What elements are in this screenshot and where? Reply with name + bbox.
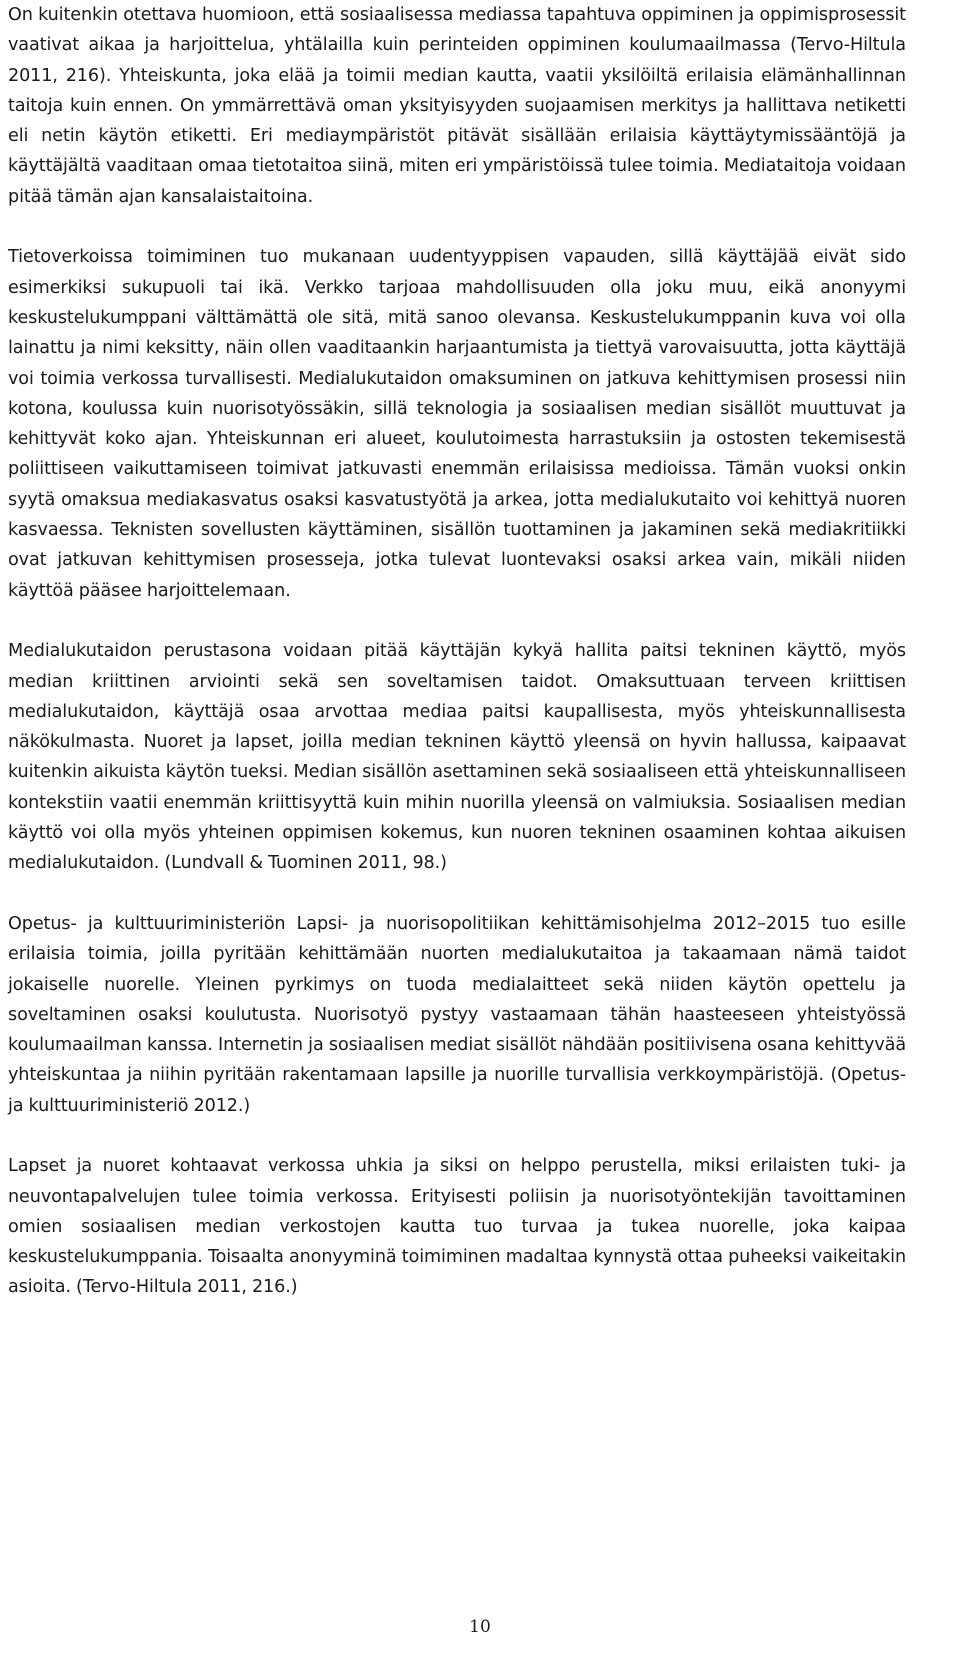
page-number: 10 [469,1617,491,1637]
paragraph-ministry-program: Opetus- ja kulttuuriministeriön Lapsi- ja nuorisopolitiikan kehittämisohjelma 2012–2015 tuo esille erilaisia toimia, joilla pyritään kehittämään nuorten medialukutaitoa ja takaamaan nämä taidot jokaiselle nuorelle. Yleinen pyrkimys on tuoda medialaitteet sekä niiden käytön opettelu ja soveltaminen osaksi koulutusta. Nuorisotyö pystyy vastaamaan tähän haasteeseen yhteistyössä koulumaailman kanssa. Internetin ja sosiaalisen mediat sisällöt nähdään positiivisena osana kehittyvää yhteiskuntaa ja niihin pyritään rakentamaan lapsille ja nuorille turvallisia verkkoympäristöjä. (Opetus- ja kulttuuriministeriö 2012.) [8,913,906,1116]
paragraph-network-freedom: Tietoverkoissa toimiminen tuo mukanaan uudentyyppisen vapauden, sillä käyttäjää eivät sido esimerkiksi sukupuoli tai ikä. Verkko tarjoaa mahdollisuuden olla joku muu, eikä anonyymi keskustelukumppani välttämättä ole sitä, mitä sanoo olevansa. Keskustelukumppanin kuva voi olla lainattu ja nimi keksitty, näin ollen vaaditaankin harjaantumista ja tiettyä varovaisuutta, jotta käyttäjä voi toimia verkossa turvallisesti. Medialukutaidon omaksuminen on jatkuva kehittymisen prosessi niin kotona, koulussa kuin nuorisotyössäkin, sillä teknologia ja sosiaalisen median sisällöt muuttuvat ja kehittyvät koko ajan. Yhteiskunnan eri alueet, koulutoimesta harrastuksiin ja ostosten tekemisestä poliittiseen vaikuttamiseen toimivat jatkuvasti enemmän erilaisissa medioissa. Tämän vuoksi onkin syytä omaksua mediakasvatus osaksi kasvatustyötä ja arkea, jotta medialukutaito voi kehittyä nuoren kasvaessa. Teknisten sovellusten käyttäminen, sisällön tuottaminen ja jakaminen sekä mediakritiikki ovat jatkuvan kehittymisen prosesseja, jotka tulevat luontevaksi osaksi arkea vain, mikäli niiden käyttöä pääsee harjoittelemaan. [8,247,906,601]
paragraph-social-media-learning: On kuitenkin otettava huomioon, että sosiaalisessa mediassa tapahtuva oppiminen ja oppimisprosessit vaativat aikaa ja harjoittelua, yhtälailla kuin perinteiden oppiminen koulumaailmassa (Tervo-Hiltula 2011, 216). Yhteiskunta, joka elää ja toimii median kautta, vaatii yksilöiltä erilaisia elämänhallinnan taitoja kuin ennen. On ymmärrettävä oman yksityisyyden suojaamisen merkitys ja hallittava netiketti eli netin käytön etiketti. Eri mediaympäristöt pitävät sisällään erilaisia käyttäytymissääntöjä ja käyttäjältä vaaditaan omaa tietotaitoa siinä, miten eri ympäristöissä tulee toimia. Mediataitoja voidaan pitää tämän ajan kansalaistaitoina. [8,5,906,207]
paragraph-media-literacy-basics: Medialukutaidon perustasona voidaan pitää käyttäjän kykyä hallita paitsi tekninen käyttö, myös median kriittinen arviointi sekä sen soveltamisen taidot. Omaksuttuaan terveen kriittisen medialukutaidon, käyttäjä osaa arvottaa mediaa paitsi kaupallisesta, myös yhteiskunnallisesta näkökulmasta. Nuoret ja lapset, joilla median tekninen käyttö yleensä on hyvin hallussa, kaipaavat kuitenkin aikuista käytön tueksi. Median sisällön asettaminen sekä sosiaaliseen että yhteiskunnalliseen kontekstiin vaatii enemmän kriittisyyttä kuin mihin nuorilla yleensä on valmiuksia. Sosiaalisen median käyttö voi olla myös yhteinen oppimisen kokemus, kun nuoren tekninen osaaminen kohtaa aikuisen medialukutaidon. (Lundvall & Tuominen 2011, 98.) [8,641,906,874]
paragraph-online-support-services: Lapset ja nuoret kohtaavat verkossa uhkia ja siksi on helppo perustella, miksi erilaisten tuki- ja neuvontapalvelujen tulee toimia verkossa. Erityisesti poliisin ja nuorisotyöntekijän tavoittaminen omien sosiaalisen median verkostojen kautta tuo turvaa ja tukea nuorelle, joka kaipaa keskustelukumppania. Toisaalta anonyyminä toimiminen madaltaa kynnystä ottaa puheeksi vaikeitakin asioita. (Tervo-Hiltula 2011, 216.) [8,1156,906,1298]
document-body [8,0,906,1303]
